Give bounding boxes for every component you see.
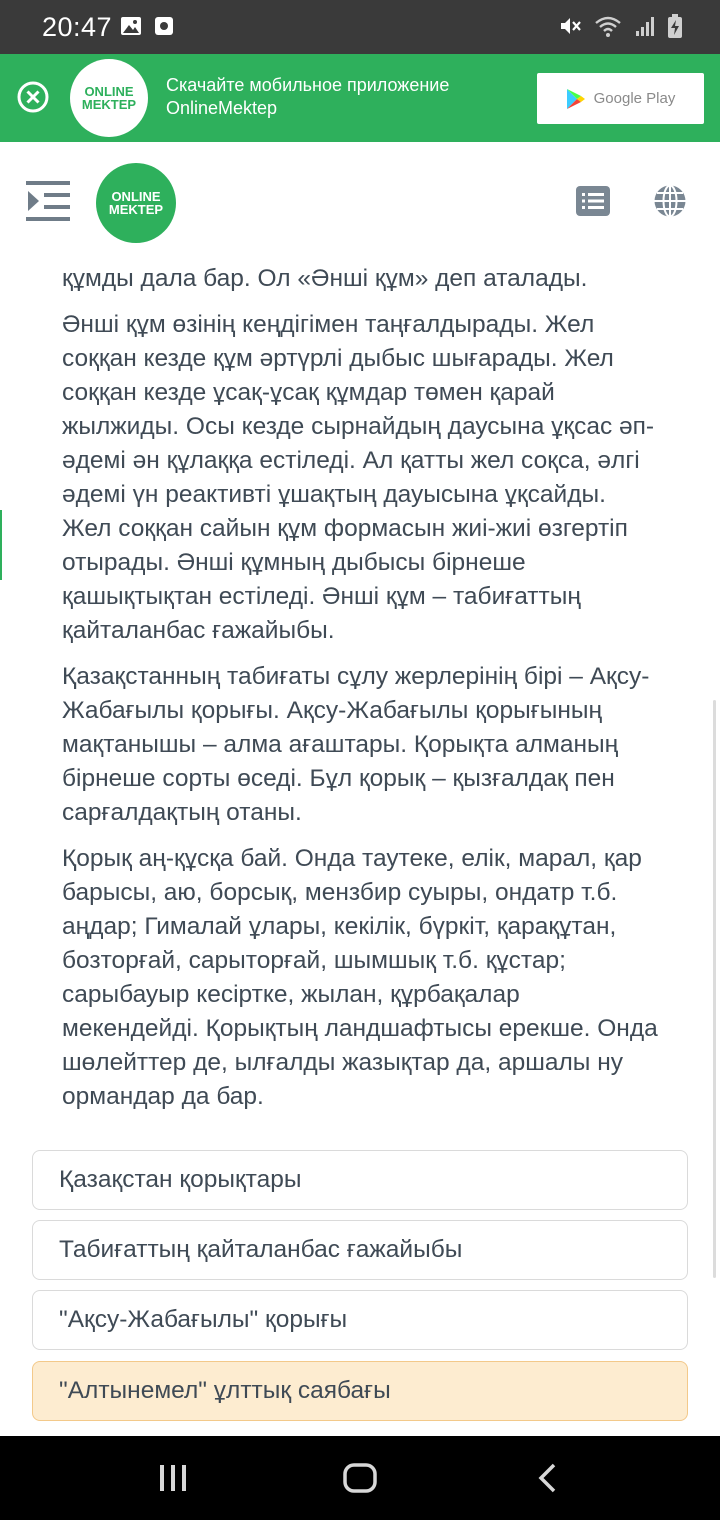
banner-logo-line2: MEKTEP [81,97,137,112]
answer-option-label: "Алтынемел" ұлттық саябағы [59,1377,391,1404]
reading-text [62,262,662,1148]
scrollbar[interactable] [713,700,716,1278]
banner-text-line2: OnlineMektep [166,98,278,118]
signal-icon [634,15,656,37]
banner-logo [70,59,148,137]
globe-icon[interactable] [653,184,687,218]
home-icon[interactable] [342,1462,378,1494]
header-logo-line2: MEKTEP [108,202,164,217]
recent-apps-icon[interactable] [157,1462,189,1494]
answer-option-label: Қазақстан қорықтары [59,1166,302,1193]
app-notification-icon [154,16,174,36]
google-play-button[interactable] [537,73,704,124]
status-left-icons [120,16,174,36]
system-navigation-bar [0,1436,720,1520]
text-paragraph: құмды дала бар. Ол «Әнші құм» деп аталады. [62,265,588,292]
header-logo[interactable] [96,163,176,243]
text-paragraph: Қазақстанның табиғаты сұлу жерлерінің бірі – Ақсу-Жабағылы қорығы. Ақсу-Жабағылы қорығының мақтанышы – алма ағаштары. Қорықта алманың бірнеше сорты өседі. Бұл қорық – қызғалдақ пен сарғалдақтың отаны. [62,663,650,826]
banner-text-line1: Скачайте мобильное приложение [166,75,450,95]
answer-option-2[interactable] [32,1220,688,1280]
text-paragraph: Әнші құм өзінің кеңдігімен таңғалдырады. Жел соққан кезде құм әртүрлі дыбыс шығарады. Жел соққан кезде ұсақ-ұсақ құмдар төмен қарай жылжиды. Осы кезде сырнайдың даусына ұқсас әп-әдемі ән құлаққа естіледі. Ал қатты жел соқса, әлгі әдемі үн реактивті ұшақтың дауысына ұқсайды. Жел соққан сайын құм формасын жиі-жиі өзгертіп отырады. Әнші құмның дыбысы бірнеше қашықтықтан естіледі. Әнші құм – табиғаттың қайталанбас ғажайыбы. [62,311,655,644]
banner-text [166,74,449,120]
google-play-label: Google Play [593,90,676,107]
wifi-icon [594,14,622,38]
answer-option-3[interactable] [32,1290,688,1350]
back-icon[interactable] [534,1462,562,1494]
answer-option-1[interactable] [32,1150,688,1210]
header-logo-line1: ONLINE [111,189,161,204]
status-bar [0,0,720,54]
answer-option-label: Табиғаттың қайталанбас ғажайыбы [59,1236,463,1263]
app-header [0,142,720,262]
status-time: 20:47 [42,12,113,42]
left-edge-accent [0,510,2,580]
battery-icon [668,14,682,38]
answer-option-label: "Ақсу-Жабағылы" қорығы [59,1306,348,1333]
menu-indent-icon[interactable] [26,178,72,224]
status-right-icons [558,14,682,38]
mute-icon [558,14,582,38]
answer-option-4-selected[interactable] [32,1361,688,1421]
gallery-notification-icon [120,16,142,36]
list-icon[interactable] [576,186,610,216]
google-play-icon [566,88,586,110]
text-paragraph: Қорық аң-құсқа бай. Онда таутеке, елік, марал, қар барысы, аю, борсық, мензбир суыры, ондатр т.б. аңдар; Гималай ұлары, кекілік, бүркіт, қарақұтан, бозторғай, сарыторғай, шымшық т.б. құстар; сарыбауыр кесіртке, жылан, құрбақалар мекендейді. Қорықтың ландшафтысы ерекше. Онда шөлейттер де, ылғалды жазықтар да, аршалы ну ормандар да бар. [62,845,658,1110]
banner-logo-line1: ONLINE [84,84,134,99]
close-banner-icon[interactable] [16,80,50,114]
app-download-banner [0,54,720,142]
